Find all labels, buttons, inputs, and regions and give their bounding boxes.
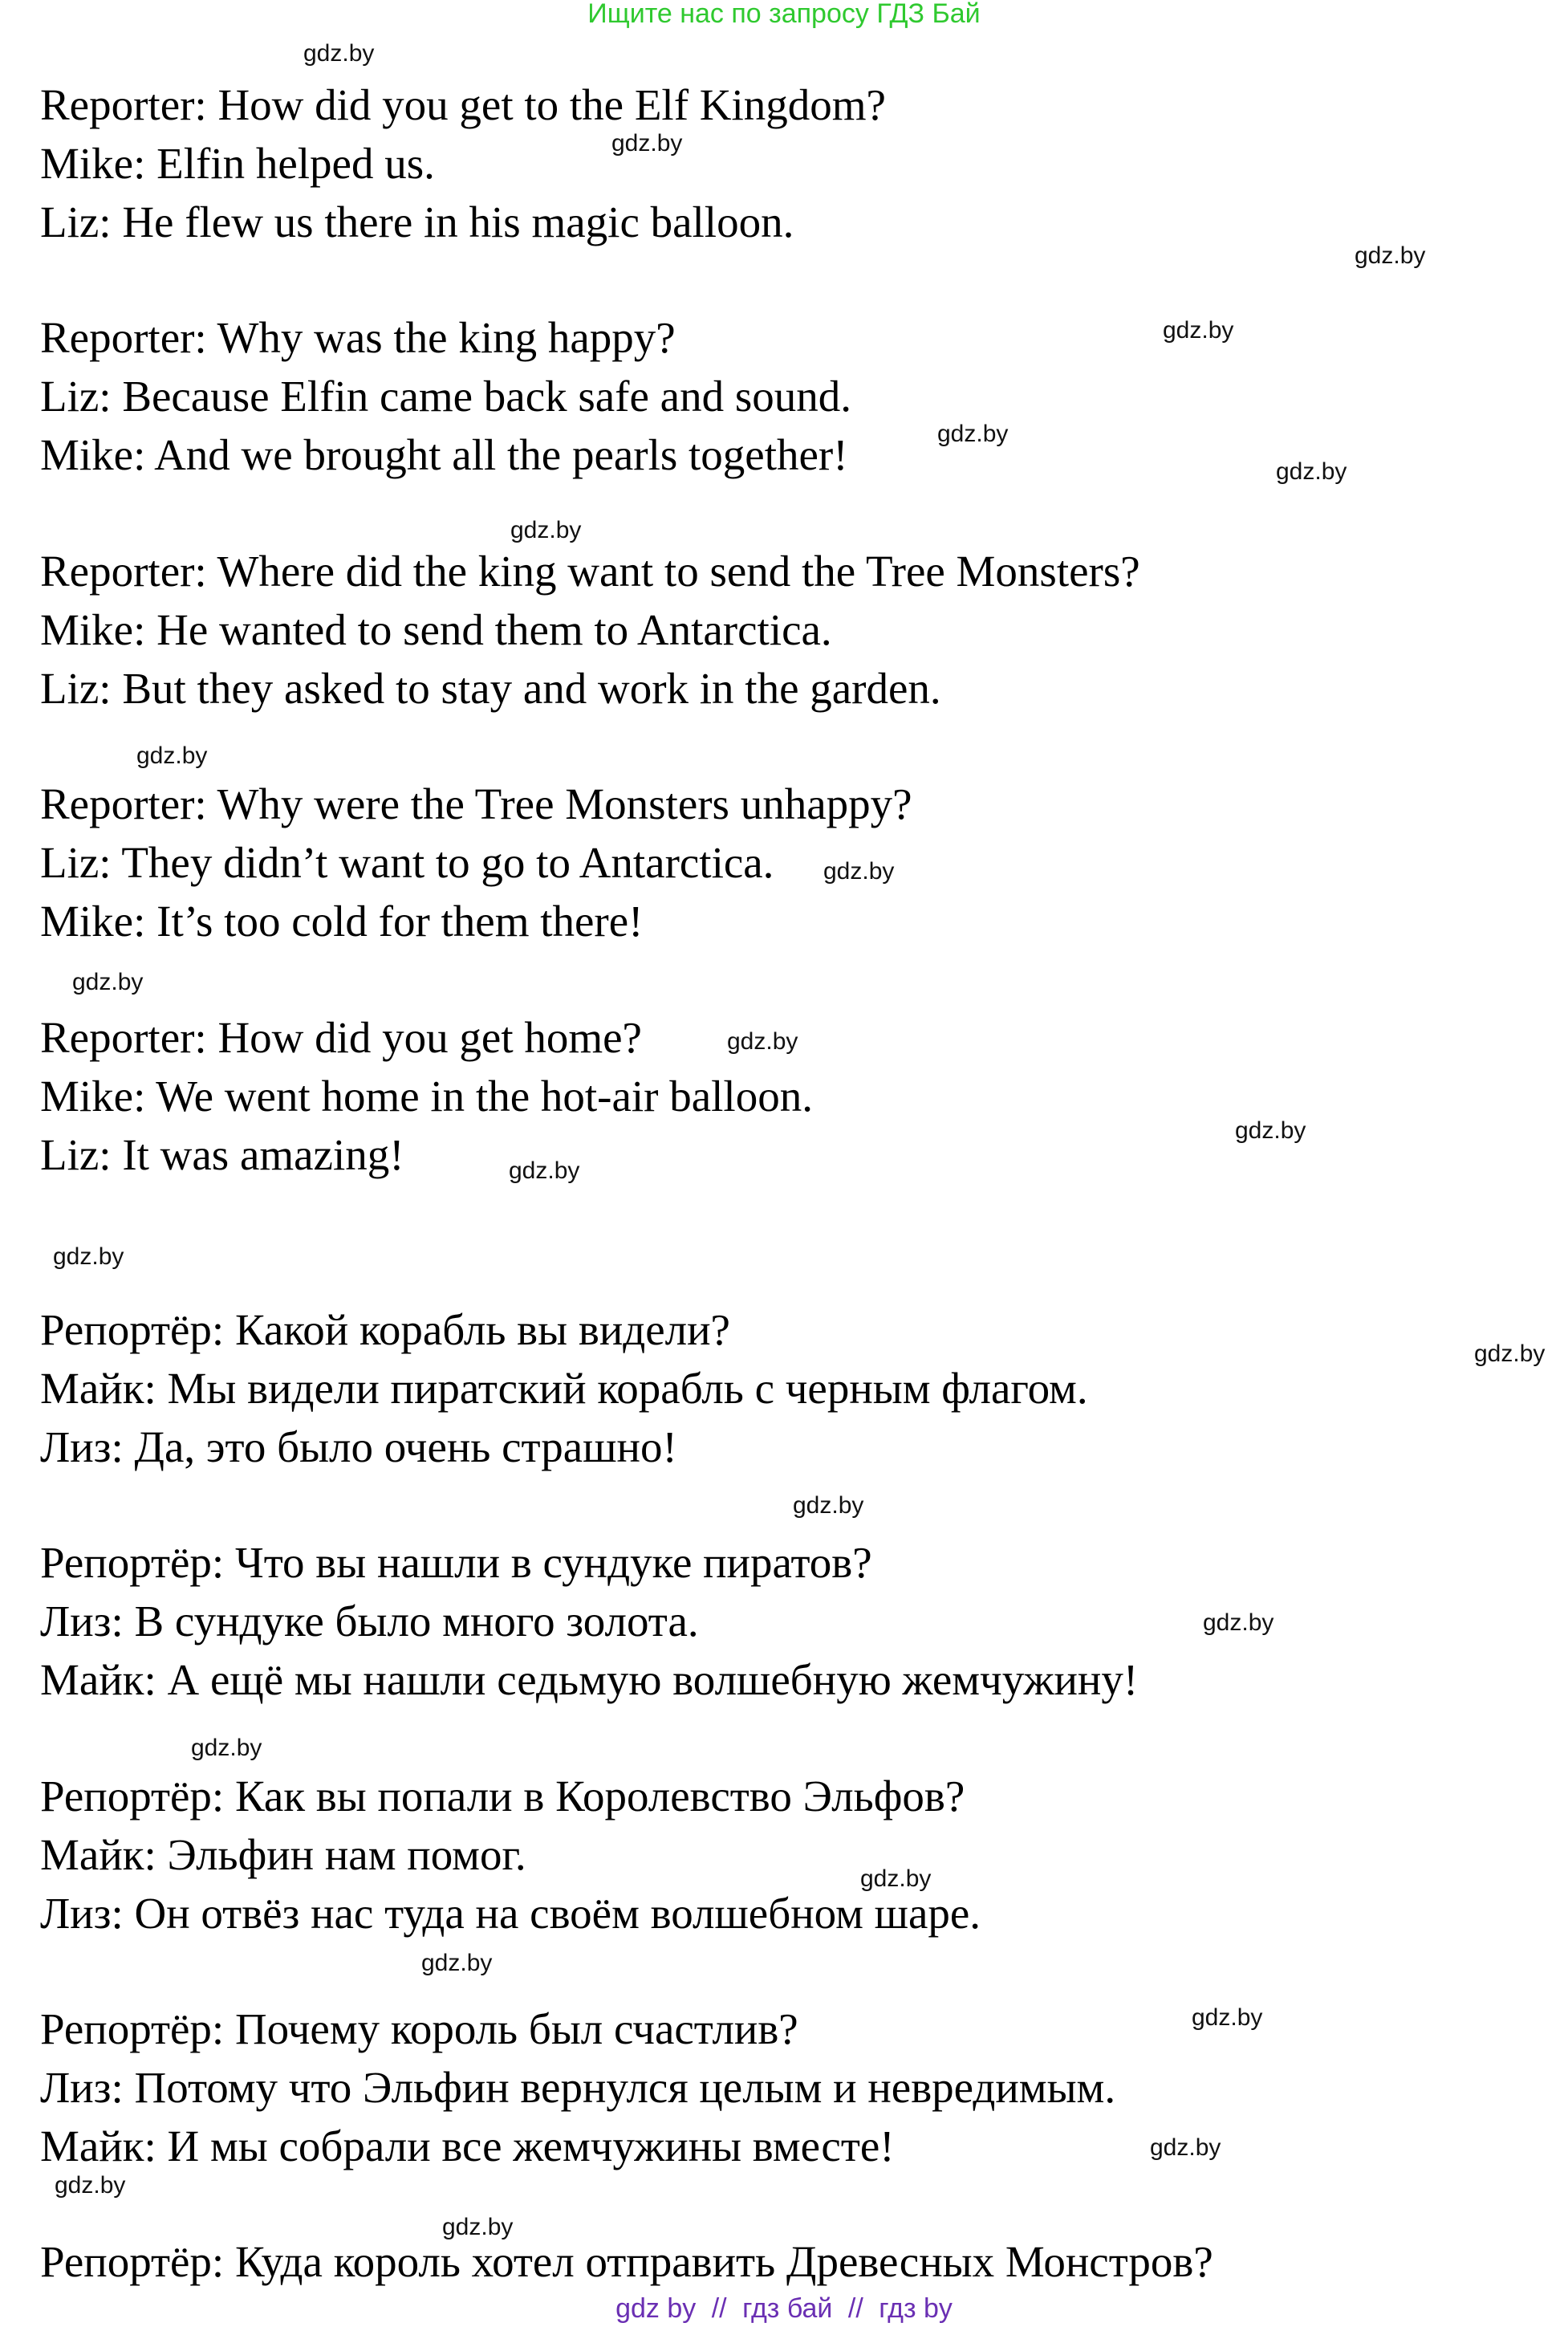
footer-link-gdz-by[interactable]: gdz by [615, 2293, 697, 2324]
watermark-text: gdz.by [1276, 458, 1347, 485]
dialogue-line: Майк: А ещё мы нашли седьмую волшебную жемчужину! [40, 1655, 1139, 1704]
dialogue-line: Репортёр: Как вы попали в Королевство Эльфов? [40, 1772, 965, 1820]
watermark-text: gdz.by [860, 1865, 932, 1892]
watermark-text: gdz.by [611, 130, 683, 157]
dialogue-line: Репортёр: Что вы нашли в сундуке пиратов? [40, 1538, 872, 1587]
watermark-text: gdz.by [937, 421, 1009, 447]
footer-link-gdz-bai[interactable]: гдз бай [742, 2293, 833, 2324]
dialogue-line: Reporter: How did you get to the Elf Kingdom? [40, 80, 886, 129]
watermark-text: gdz.by [510, 517, 582, 543]
dialogue-line: Репортёр: Куда король хотел отправить Древесных Монстров? [40, 2237, 1213, 2286]
footer-link-gdz-by-cyr[interactable]: гдз by [879, 2293, 953, 2324]
watermark-text: gdz.by [727, 1028, 798, 1055]
watermark-text: gdz.by [191, 1735, 262, 1761]
dialogue-line: Reporter: Why were the Tree Monsters unhappy? [40, 779, 912, 828]
dialogue-line: Reporter: Where did the king want to send the Tree Monsters? [40, 547, 1140, 596]
footer-separator: // [847, 2293, 863, 2324]
dialogue-line: Liz: He flew us there in his magic balloon. [40, 197, 794, 246]
dialogue-line: Лиз: Да, это было очень страшно! [40, 1422, 677, 1471]
dialogue-line: Лиз: Потому что Эльфин вернулся целым и невредимым. [40, 2063, 1116, 2112]
dialogue-line: Лиз: Он отвёз нас туда на своём волшебном шаре. [40, 1889, 981, 1938]
watermark-text: gdz.by [823, 858, 895, 885]
dialogue-line: Майк: Эльфин нам помог. [40, 1830, 526, 1879]
watermark-text: gdz.by [1355, 242, 1426, 269]
watermark-text: gdz.by [53, 1243, 124, 1270]
watermark-text: gdz.by [509, 1157, 580, 1184]
watermark-text: gdz.by [1192, 2004, 1263, 2031]
watermark-text: gdz.by [55, 2172, 126, 2199]
watermark-text: gdz.by [442, 2214, 514, 2240]
dialogue-line: Liz: Because Elfin came back safe and sound. [40, 372, 851, 421]
watermark-text: gdz.by [1203, 1609, 1274, 1636]
dialogue-line: Mike: We went home in the hot-air balloon. [40, 1072, 813, 1121]
dialogue-line: Reporter: Why was the king happy? [40, 313, 676, 362]
dialogue-line: Mike: He wanted to send them to Antarctica. [40, 605, 832, 654]
watermark-text: gdz.by [421, 1950, 493, 1976]
watermark-text: gdz.by [793, 1492, 864, 1519]
dialogue-line: Репортёр: Почему король был счастлив? [40, 2004, 798, 2053]
dialogue-line: Liz: It was amazing! [40, 1130, 404, 1179]
watermark-text: gdz.by [1474, 1340, 1546, 1367]
footer-separator: // [711, 2293, 727, 2324]
dialogue-line: Liz: They didn’t want to go to Antarctica. [40, 838, 774, 887]
watermark-text: gdz.by [136, 742, 208, 769]
dialogue-line: Mike: It’s too cold for them there! [40, 897, 644, 946]
dialogue-line: Reporter: How did you get home? [40, 1013, 642, 1062]
watermark-text: gdz.by [72, 969, 144, 995]
watermark-text: gdz.by [1235, 1117, 1306, 1144]
footer-links [0, 2292, 1568, 2325]
dialogue-line: Репортёр: Какой корабль вы видели? [40, 1305, 730, 1354]
watermark-text: gdz.by [1163, 317, 1234, 344]
dialogue-line: Mike: Elfin helped us. [40, 139, 435, 188]
watermark-text: gdz.by [1150, 2134, 1221, 2161]
dialogue-line: Лиз: В сундуке было много золота. [40, 1597, 699, 1646]
search-hint-banner: Ищите нас по запросу ГДЗ Бай [587, 0, 981, 29]
watermark-text: gdz.by [303, 40, 375, 67]
dialogue-line: Liz: But they asked to stay and work in the garden. [40, 664, 941, 713]
dialogue-line: Майк: И мы собрали все жемчужины вместе! [40, 2121, 895, 2170]
dialogue-line: Mike: And we brought all the pearls together! [40, 430, 848, 479]
dialogue-line: Майк: Мы видели пиратский корабль с черным флагом. [40, 1364, 1088, 1413]
